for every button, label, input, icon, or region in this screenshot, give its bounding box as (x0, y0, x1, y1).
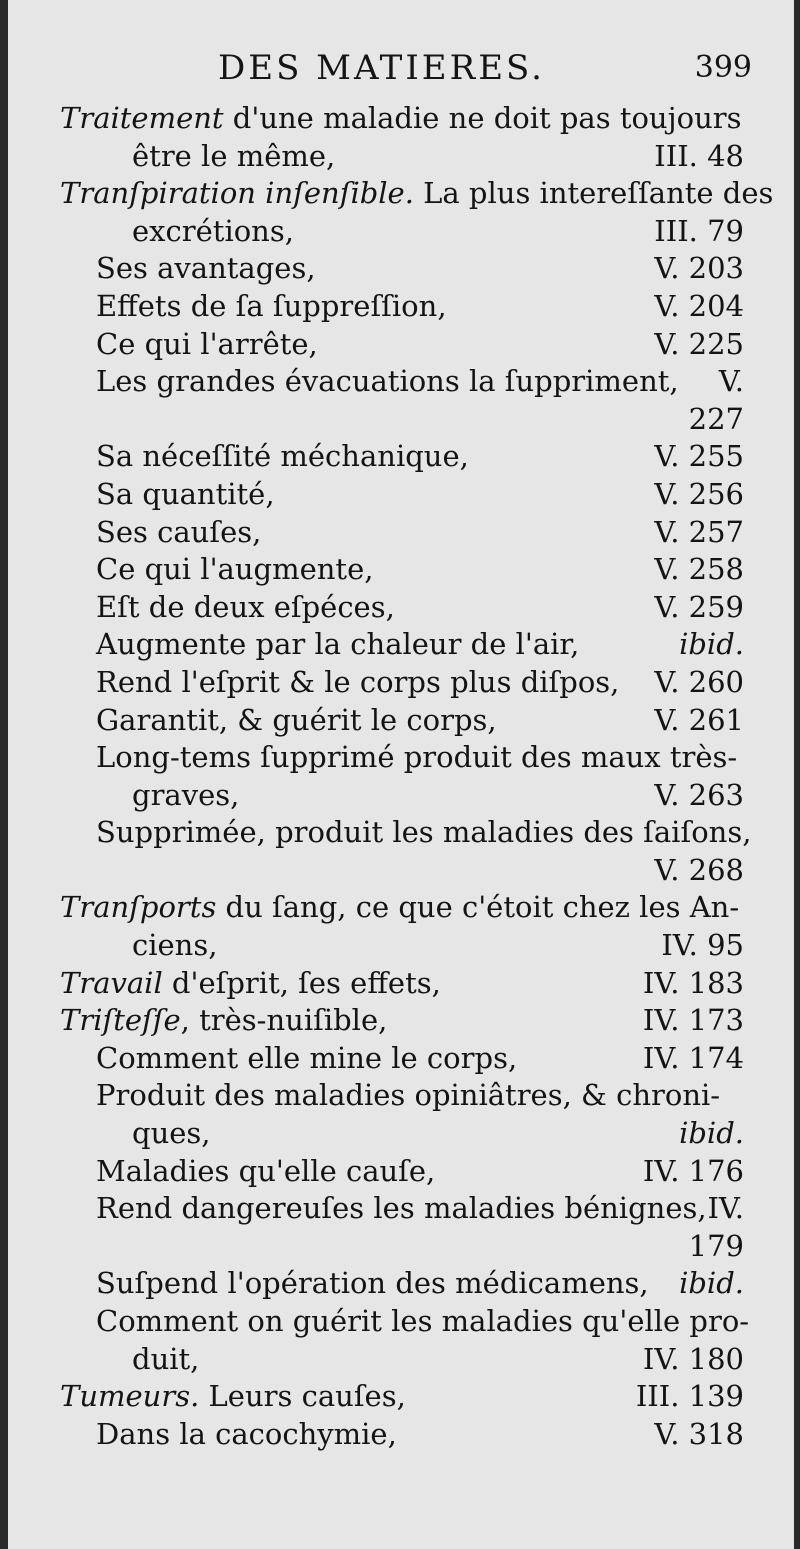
entry-text: ques, (132, 1116, 211, 1151)
index-line (8, 1341, 794, 1379)
index-line (8, 401, 794, 439)
index-line (8, 175, 794, 213)
entry-text: Supprimée, produit les maladies des ſaiſons, (96, 815, 752, 850)
entry-text: être le même, (132, 138, 336, 173)
entry-text: d'eſprit, ſes effets, (162, 965, 441, 1000)
index-line (8, 100, 794, 138)
index-line (8, 288, 794, 326)
page-ref: 179 (688, 1228, 744, 1263)
index-line (8, 514, 794, 552)
index-line (8, 1265, 794, 1303)
index-line (8, 777, 794, 815)
page-ref: V. 263 (654, 777, 744, 812)
page-ref: V. 268 (654, 852, 744, 887)
entry-text: , très-nuiſible, (180, 1003, 388, 1038)
page-ref: V. 204 (654, 288, 744, 323)
entry-text: Augmente par la chaleur de l'air, (96, 627, 580, 662)
index-line (8, 1378, 794, 1416)
page-ref: V. 225 (654, 326, 744, 361)
page-ref: IV. 183 (642, 965, 744, 1000)
page-ref: IV. 176 (642, 1153, 744, 1188)
entry-text: Garantit, & guérit le corps, (96, 702, 497, 737)
entry-text: Comment elle mine le corps, (96, 1040, 518, 1075)
index-line (8, 138, 794, 176)
entry-text: La plus intereſſante des (413, 176, 774, 211)
index-line (8, 1416, 794, 1454)
index-line (8, 889, 794, 927)
index-line (8, 438, 794, 476)
page-ref: ibid. (679, 1116, 744, 1151)
entry-text: Sa néceſſité méchanique, (96, 439, 469, 474)
entry-text: Comment on guérit les maladies qu'elle pro- (96, 1304, 750, 1338)
entry-text: Ce qui l'augmente, (96, 552, 374, 587)
index-line (8, 626, 794, 664)
index-line (8, 1228, 794, 1266)
index-line (8, 250, 794, 288)
page-ref: V. (718, 364, 744, 399)
entry-text: Ses cauſes, (96, 514, 262, 549)
entry-text: Effets de ſa ſuppreſſion, (96, 288, 447, 323)
index-line (8, 213, 794, 251)
index-line (8, 1040, 794, 1078)
entry-text: Maladies qu'elle cauſe, (96, 1153, 436, 1188)
index-line (8, 702, 794, 740)
entry-text: Ses avantages, (96, 251, 316, 286)
page-ref: III. 139 (635, 1379, 744, 1414)
index-line (8, 1303, 794, 1341)
entry-text: Long-tems ſupprimé produit des maux très- (96, 740, 738, 775)
entry-text: Dans la cacochymie, (96, 1416, 397, 1451)
entry-keyword: Tranſpiration inſenſible. (60, 176, 414, 211)
page-header (8, 48, 794, 98)
index-line (8, 1002, 794, 1040)
entry-keyword: Tumeurs. (60, 1379, 200, 1414)
page-ref: IV. 174 (642, 1040, 744, 1075)
entry-text: Rend l'eſprit & le corps plus diſpos, (96, 664, 620, 699)
index-line (8, 363, 794, 401)
index-line (8, 1077, 794, 1115)
entry-text: Suſpend l'opération des médicamens, (96, 1266, 649, 1301)
entry-text: duit, (132, 1341, 200, 1376)
entry-keyword: Tranſports (60, 890, 217, 925)
index-line (8, 814, 794, 852)
running-title: DES MATIERES. (218, 48, 545, 88)
page-ref: ibid. (679, 1266, 744, 1301)
entry-text: Les grandes évacuations la ſuppriment, (96, 364, 679, 399)
book-page (8, 0, 794, 1549)
index-line (8, 326, 794, 364)
page-ref: V. 318 (654, 1416, 744, 1451)
page-number: 399 (694, 50, 752, 85)
index-entries (8, 100, 794, 1453)
entry-text: d'une maladie ne doit pas toujours (223, 101, 742, 135)
entry-text: Sa quantité, (96, 476, 275, 511)
page-ref: V. 257 (654, 514, 744, 549)
index-line (8, 1153, 794, 1191)
page-ref: ibid. (679, 627, 744, 662)
index-line (8, 852, 794, 890)
index-line (8, 927, 794, 965)
page-ref: V. 261 (654, 702, 744, 737)
index-line (8, 589, 794, 627)
page-ref: V. 255 (654, 439, 744, 474)
entry-text: excrétions, (132, 213, 294, 248)
page-ref: III. 48 (654, 138, 744, 173)
index-line (8, 965, 794, 1003)
entry-keyword: Triſteſſe (60, 1003, 181, 1038)
entry-text: Rend dangereuſes les maladies bénignes, (96, 1191, 707, 1226)
entry-text: Leurs cauſes, (199, 1379, 406, 1414)
index-line (8, 476, 794, 514)
page-ref: IV. 180 (642, 1341, 744, 1376)
page-ref: V. 260 (654, 664, 744, 699)
page-ref: V. 258 (654, 552, 744, 587)
entry-text: du ſang, ce que c'étoit chez les An- (216, 890, 740, 925)
page-ref: V. 256 (654, 476, 744, 511)
entry-text: Ce qui l'arrête, (96, 326, 318, 361)
page-ref: III. 79 (654, 213, 744, 248)
page-ref: IV. (707, 1191, 744, 1226)
index-line (8, 664, 794, 702)
page-ref: IV. 95 (661, 928, 744, 963)
entry-text: ciens, (132, 928, 218, 963)
entry-keyword: Traitement (60, 101, 224, 135)
page-ref: IV. 173 (642, 1003, 744, 1038)
entry-text: Eſt de deux eſpéces, (96, 589, 395, 624)
page-ref: V. 259 (654, 589, 744, 624)
entry-text: Produit des maladies opiniâtres, & chroni- (96, 1078, 721, 1113)
entry-keyword: Travail (60, 965, 163, 1000)
index-line (8, 1115, 794, 1153)
entry-text: graves, (132, 777, 240, 812)
page-ref: V. 203 (654, 251, 744, 286)
index-line (8, 551, 794, 589)
index-line (8, 739, 794, 777)
page-ref: 227 (688, 401, 744, 436)
index-line (8, 1190, 794, 1228)
